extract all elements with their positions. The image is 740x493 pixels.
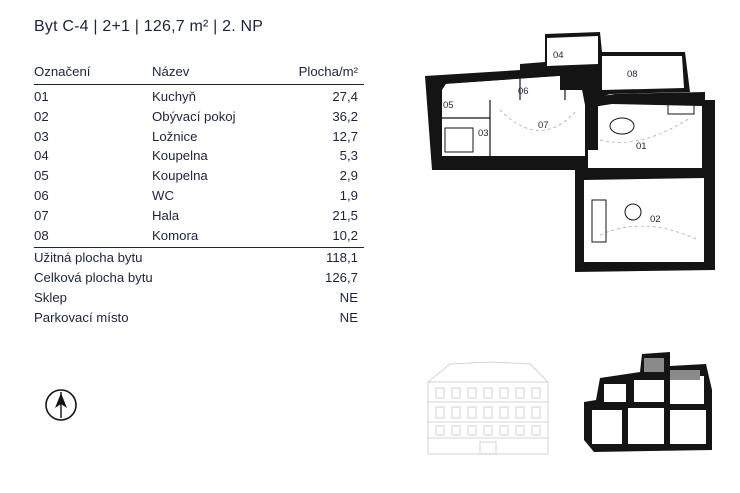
summary-row xyxy=(34,308,364,328)
room-table xyxy=(34,62,364,328)
table-row xyxy=(34,186,364,206)
plan-label-03: 03 xyxy=(478,128,489,139)
table-row xyxy=(34,107,364,127)
room-name: Obývací pokoj xyxy=(152,108,236,124)
room-area: 36,2 xyxy=(332,108,358,124)
table-header xyxy=(34,62,364,85)
summary-value: NE xyxy=(339,289,358,305)
room-name: Ložnice xyxy=(152,128,198,144)
room-area: 12,7 xyxy=(332,128,358,144)
room-area: 2,9 xyxy=(339,168,358,184)
north-arrow-icon xyxy=(44,388,78,422)
header-id: Označení xyxy=(34,64,91,79)
room-id: 06 xyxy=(34,187,49,203)
plan-label-06: 06 xyxy=(518,86,529,97)
page-title: Byt C-4 | 2+1 | 126,7 m² | 2. NP xyxy=(34,18,264,35)
room-id: 01 xyxy=(34,89,49,104)
room-id: 05 xyxy=(34,168,49,184)
table-row xyxy=(34,226,364,246)
room-id: 03 xyxy=(34,128,49,144)
room-id: 08 xyxy=(34,227,49,243)
location-floor-plan xyxy=(578,350,718,455)
summary-row xyxy=(34,288,364,308)
room-name: Koupelna xyxy=(152,168,208,184)
room-name: Hala xyxy=(152,207,180,223)
room-area: 5,3 xyxy=(339,148,358,164)
room-area: 10,2 xyxy=(332,227,358,243)
room-area: 27,4 xyxy=(332,89,358,104)
floor-plan xyxy=(420,30,720,280)
room-id: 04 xyxy=(34,148,49,164)
table-row xyxy=(34,127,364,147)
summary-label: Parkovací místo xyxy=(34,309,129,325)
summary-value: 126,7 xyxy=(324,270,358,286)
summary-value: NE xyxy=(339,309,358,325)
summary-value: 118,1 xyxy=(325,250,358,266)
room-name: WC xyxy=(152,187,174,203)
room-name: Komora xyxy=(152,227,199,243)
summary-row xyxy=(34,248,364,268)
plan-label-01: 01 xyxy=(636,141,647,152)
plan-label-07: 07 xyxy=(538,120,549,131)
table-row xyxy=(34,206,364,226)
plan-label-04: 04 xyxy=(553,50,564,61)
room-area: 21,5 xyxy=(332,207,358,223)
plan-label-05: 05 xyxy=(443,100,454,111)
summary-label: Celková plocha bytu xyxy=(34,270,153,286)
room-name: Koupelna xyxy=(152,148,208,164)
table-row xyxy=(34,146,364,166)
summary-label: Sklep xyxy=(34,289,67,305)
room-id: 02 xyxy=(34,108,49,124)
summary-label: Užitná plocha bytu xyxy=(34,250,143,266)
plan-label-02: 02 xyxy=(650,214,661,225)
building-facade-illustration xyxy=(420,352,560,462)
header-name: Název xyxy=(152,64,190,79)
table-row xyxy=(34,166,364,186)
summary-row xyxy=(34,268,364,288)
table-row xyxy=(34,87,364,107)
room-area: 1,9 xyxy=(339,187,358,203)
plan-label-08: 08 xyxy=(627,69,638,80)
room-name: Kuchyň xyxy=(152,89,196,104)
room-id: 07 xyxy=(34,207,49,223)
header-area: Plocha/m² xyxy=(298,64,358,79)
